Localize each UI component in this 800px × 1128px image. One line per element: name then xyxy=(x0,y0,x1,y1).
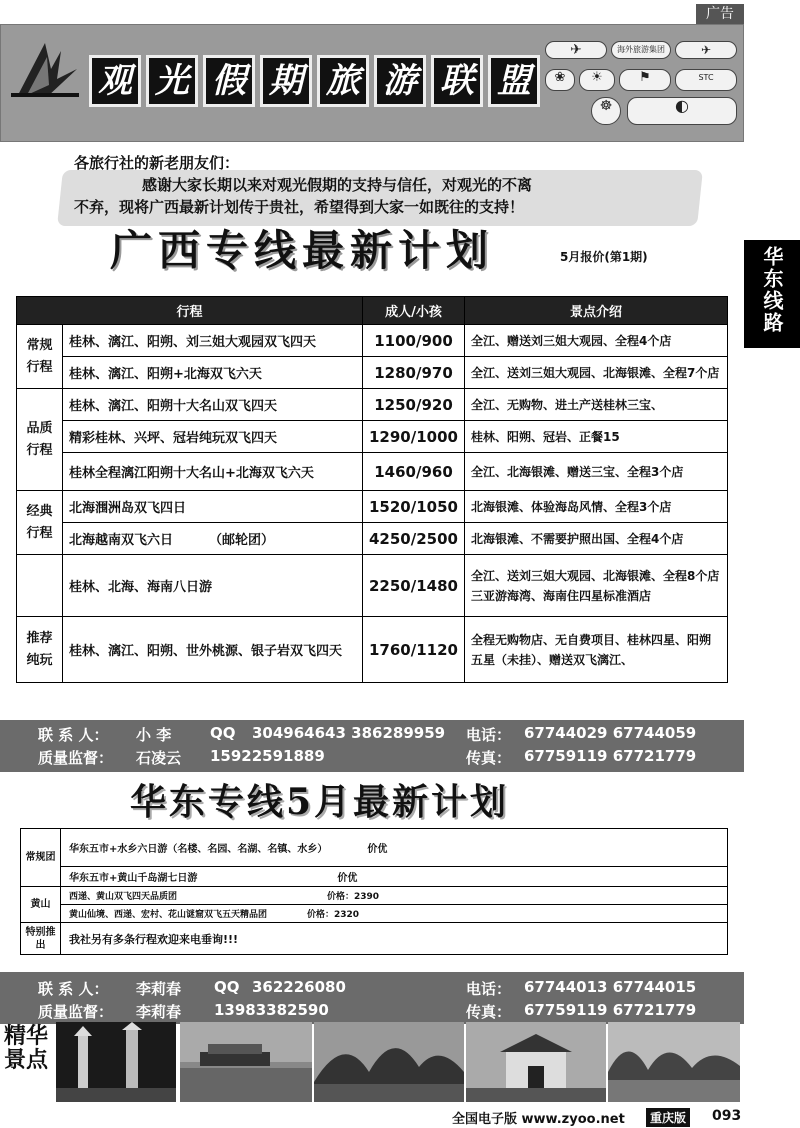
boat-on-lake-photo xyxy=(180,1022,312,1102)
route-name: 西递、黄山双飞四天品质团 xyxy=(69,892,178,902)
route-cell xyxy=(61,887,728,905)
route-cell: 桂林、漓江、阳朔、刘三姐大观园双飞四天 xyxy=(63,325,363,357)
fax-numbers: 67759119 67721779 xyxy=(524,747,697,765)
contact-person: 小 李 xyxy=(136,726,172,744)
table-header-row xyxy=(17,297,728,325)
fax-label: 传真： xyxy=(466,749,512,767)
phoenix-logo-icon xyxy=(7,39,83,99)
title-char-box: 观 xyxy=(89,55,141,107)
route-name: 黄山仙境、西递、宏村、花山谜窟双飞五天精品团 xyxy=(69,910,268,920)
partner-logo-2: 海外旅游集团 xyxy=(611,41,671,59)
spots-cell: 全程无购物店、无自费项目、桂林四星、阳朔五星（未挂）、赠送双飞漓江、 xyxy=(464,617,727,683)
header-price: 成人/小孩 xyxy=(363,297,465,325)
guangxi-table xyxy=(16,296,728,683)
table-row xyxy=(17,555,728,617)
table-row xyxy=(17,453,728,491)
title-char-box: 盟 xyxy=(488,55,540,107)
guangxi-title: 广西专线最新计划 xyxy=(110,226,495,275)
price-tag: 价格：2390 xyxy=(327,892,380,902)
river-mountains-photo xyxy=(608,1022,740,1102)
route-cell: 精彩桂林、兴坪、冠岩纯玩双飞四天 xyxy=(63,421,363,453)
category-regular: 常规行程 xyxy=(17,325,63,389)
route-note: （邮轮团） xyxy=(209,533,275,548)
table-row xyxy=(21,887,728,905)
partner-logo-3: ✈ xyxy=(675,41,737,59)
route-cell: 桂林、漓江、阳朔十大名山双飞四天 xyxy=(63,389,363,421)
route-cell xyxy=(61,867,728,887)
qq-numbers: 304964643 386289959 xyxy=(252,724,446,742)
partner-logo-7: STC xyxy=(675,69,737,91)
route-cell xyxy=(61,905,728,923)
route-name: 华东五市+水乡六日游（名楼、名园、名湖、名镇、水乡） xyxy=(69,844,328,855)
route-cell xyxy=(61,829,728,867)
table-row xyxy=(21,829,728,867)
table-row xyxy=(21,905,728,923)
partner-logo-8: ☸ xyxy=(591,97,621,125)
side-tab-huadong xyxy=(744,240,800,348)
fax-numbers: 67759119 67721779 xyxy=(524,1001,697,1019)
letter-line-1: 感谢大家长期以来对观光假期的支持与信任，对观光的不离 xyxy=(142,176,533,194)
contact-person-label: 联 系 人： xyxy=(38,726,109,744)
contact-bar-huadong xyxy=(0,972,744,1024)
route-cell xyxy=(63,523,363,555)
table-row xyxy=(17,357,728,389)
spots-cell: 北海银滩、体验海岛风情、全程3个店 xyxy=(464,491,727,523)
price-cell: 1280/970 xyxy=(363,357,465,389)
huadong-title: 华东专线5月最新计划 xyxy=(130,781,510,823)
route-cell: 桂林、北海、海南八日游 xyxy=(63,555,363,617)
partner-logo-9: ◐ xyxy=(627,97,737,125)
page-number: 093 xyxy=(712,1108,742,1124)
qq-label: QQ xyxy=(210,724,236,742)
price-cell: 1760/1120 xyxy=(363,617,465,683)
table-row xyxy=(17,325,728,357)
title-char-box: 旅 xyxy=(317,55,369,107)
letter-greeting: 各旅行社的新老朋友们： xyxy=(74,154,240,172)
phone-label: 电话： xyxy=(466,980,512,998)
price-tag: 价格：2320 xyxy=(307,910,360,920)
category-special: 特别推出 xyxy=(21,923,61,955)
category-empty xyxy=(17,555,63,617)
route-cell: 桂林、漓江、阳朔、世外桃源、银子岩双飞四天 xyxy=(63,617,363,683)
contact-bar-guangxi xyxy=(0,720,744,772)
pagoda-night-photo xyxy=(56,1022,176,1102)
route-cell: 桂林全程漓江阳朔十大名山+北海双飞六天 xyxy=(63,453,363,491)
price-cell: 1100/900 xyxy=(363,325,465,357)
route-cell: 北海涠洲岛双飞四日 xyxy=(63,491,363,523)
supervisor-name: 石凌云 xyxy=(136,749,182,767)
supervisor-name: 李莉春 xyxy=(136,1003,182,1021)
spots-cell: 北海银滩、不需要护照出国、全程4个店 xyxy=(464,523,727,555)
header-route: 行程 xyxy=(17,297,363,325)
title-char-box: 游 xyxy=(374,55,426,107)
photo-label: 精华景点 xyxy=(4,1023,49,1073)
fax-label: 传真： xyxy=(466,1003,512,1021)
title-char-box: 假 xyxy=(203,55,255,107)
table-row xyxy=(21,923,728,955)
city-gate-photo xyxy=(466,1022,606,1102)
footer-edition: 重庆版 xyxy=(646,1108,690,1127)
partner-logo-5: ☀ xyxy=(579,69,615,91)
table-row xyxy=(17,421,728,453)
huadong-table xyxy=(20,828,728,955)
spots-cell: 全江、赠送刘三姐大观园、全程4个店 xyxy=(464,325,727,357)
side-tab-label: 华东线路 xyxy=(760,246,784,334)
contact-person-label: 联 系 人： xyxy=(38,980,109,998)
category-regular: 常规团 xyxy=(21,829,61,887)
table-row xyxy=(17,491,728,523)
price-cell: 4250/2500 xyxy=(363,523,465,555)
category-quality: 品质行程 xyxy=(17,389,63,491)
partner-logo-6: ⚑ xyxy=(619,69,671,91)
price-cell: 1460/960 xyxy=(363,453,465,491)
category-recommended: 推荐纯玩 xyxy=(17,617,63,683)
table-row xyxy=(17,523,728,555)
price-tag: 价优 xyxy=(367,844,388,855)
letter-line-2: 不弃，现将广西最新计划传于贵社，希望得到大家一如既往的支持！ xyxy=(74,198,525,216)
partner-logo-4: ❀ xyxy=(545,69,575,91)
title-char-box: 光 xyxy=(146,55,198,107)
supervisor-label: 质量监督： xyxy=(38,1003,114,1021)
title-char-box: 期 xyxy=(260,55,312,107)
spots-cell: 全江、送刘三姐大观园、北海银滩、全程8个店三亚游海湾、海南住四星标准酒店 xyxy=(464,555,727,617)
category-huangshan: 黄山 xyxy=(21,887,61,923)
category-classic: 经典行程 xyxy=(17,491,63,555)
guangxi-issue: 5月报价(第1期) xyxy=(560,250,648,264)
spots-cell: 全江、送刘三姐大观园、北海银滩、全程7个店 xyxy=(464,357,727,389)
phone-numbers: 67744013 67744015 xyxy=(524,978,697,996)
phone-numbers: 67744029 67744059 xyxy=(524,724,697,742)
route-name: 华东五市+黄山千岛湖七日游 xyxy=(69,873,198,884)
contact-person: 李莉春 xyxy=(136,980,182,998)
price-cell: 1520/1050 xyxy=(363,491,465,523)
ad-tag: 广告 xyxy=(696,4,744,24)
qq-numbers: 362226080 xyxy=(252,978,346,996)
route-cell: 我社另有多条行程欢迎来电垂询!!! xyxy=(61,923,728,955)
supervisor-label: 质量监督： xyxy=(38,749,114,767)
header-spots: 景点介绍 xyxy=(464,297,727,325)
price-cell: 2250/1480 xyxy=(363,555,465,617)
route-name: 北海越南双飞六日 xyxy=(69,533,174,548)
supervisor-phone: 15922591889 xyxy=(210,747,325,765)
phone-label: 电话： xyxy=(466,726,512,744)
supervisor-phone: 13983382590 xyxy=(214,1001,329,1019)
price-cell: 1290/1000 xyxy=(363,421,465,453)
header-banner xyxy=(0,24,744,142)
spots-cell: 全江、北海银滩、赠送三宝、全程3个店 xyxy=(464,453,727,491)
spots-cell: 全江、无购物、进土产送桂林三宝、 xyxy=(464,389,727,421)
table-row xyxy=(21,867,728,887)
table-row xyxy=(17,617,728,683)
qq-label: QQ xyxy=(214,978,240,996)
spots-cell: 桂林、阳朔、冠岩、正餐15 xyxy=(464,421,727,453)
price-cell: 1250/920 xyxy=(363,389,465,421)
photo-strip xyxy=(0,1022,744,1102)
price-tag: 价优 xyxy=(337,873,358,884)
partner-logo-1: ✈ xyxy=(545,41,607,59)
karst-mountain-photo xyxy=(314,1022,464,1102)
title-char-box: 联 xyxy=(431,55,483,107)
footer-site: 全国电子版 www.zyoo.net xyxy=(452,1112,625,1127)
table-row xyxy=(17,389,728,421)
route-cell: 桂林、漓江、阳朔+北海双飞六天 xyxy=(63,357,363,389)
